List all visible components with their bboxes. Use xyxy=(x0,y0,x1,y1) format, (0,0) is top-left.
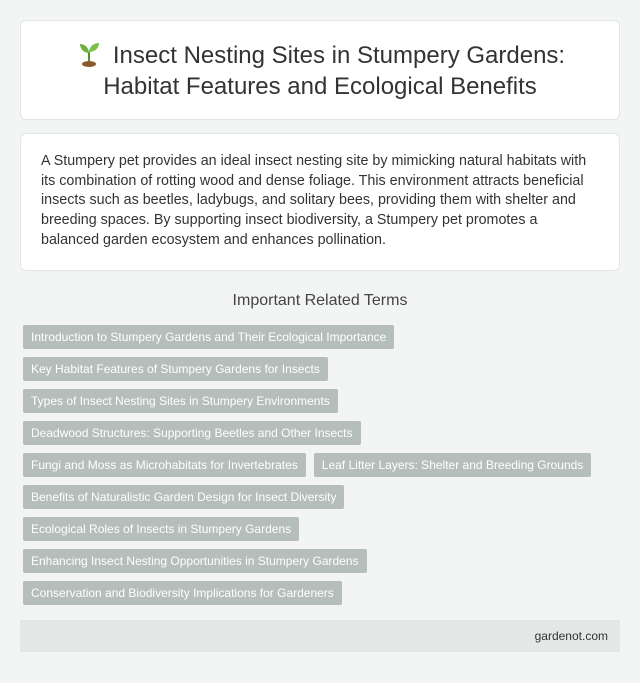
term-tag[interactable]: Enhancing Insect Nesting Opportunities in Stumpery Gardens xyxy=(23,549,367,573)
term-row xyxy=(23,389,623,413)
term-row xyxy=(23,517,623,541)
term-tag[interactable]: Ecological Roles of Insects in Stumpery Gardens xyxy=(23,517,299,541)
term-tag[interactable]: Conservation and Biodiversity Implications for Gardeners xyxy=(23,581,342,605)
description-text: A Stumpery pet provides an ideal insect nesting site by mimicking natural habitats with its combination of rotting wood and dense foliage. This environment attracts beneficial insects such as beetles, ladybugs, and solitary bees, providing them with shelter and breeding spaces. By supporting insect biodiversity, a Stumpery pet promotes a balanced garden ecosystem and enhances pollination. xyxy=(41,153,587,248)
term-tag[interactable]: Introduction to Stumpery Gardens and Their Ecological Importance xyxy=(23,325,394,349)
related-terms-heading: Important Related Terms xyxy=(232,292,408,309)
term-tag[interactable]: Fungi and Moss as Microhabitats for Invertebrates xyxy=(23,453,306,477)
term-row xyxy=(23,549,623,573)
term-tag[interactable]: Benefits of Naturalistic Garden Design for Insect Diversity xyxy=(23,485,344,509)
term-tag[interactable]: Key Habitat Features of Stumpery Gardens for Insects xyxy=(23,357,328,381)
term-tag[interactable]: Types of Insect Nesting Sites in Stumpery Environments xyxy=(23,389,338,413)
page-title: Insect Nesting Sites in Stumpery Gardens: Habitat Features and Ecological Benefits xyxy=(103,41,566,100)
footer xyxy=(20,620,620,652)
term-tag[interactable]: Deadwood Structures: Supporting Beetles and Other Insects xyxy=(23,421,361,445)
seedling-icon xyxy=(75,39,103,67)
term-row xyxy=(23,357,623,381)
term-tag[interactable]: Leaf Litter Layers: Shelter and Breeding Grounds xyxy=(314,453,592,477)
term-row xyxy=(23,325,623,349)
page-title-wrap xyxy=(60,39,580,102)
footer-site-link[interactable]: gardenot.com xyxy=(534,629,608,643)
term-row xyxy=(23,485,623,509)
related-terms-list xyxy=(23,325,623,613)
term-row xyxy=(23,453,623,477)
header-card xyxy=(20,20,620,120)
term-row xyxy=(23,421,623,445)
term-row xyxy=(23,581,623,605)
description-card xyxy=(20,133,620,271)
